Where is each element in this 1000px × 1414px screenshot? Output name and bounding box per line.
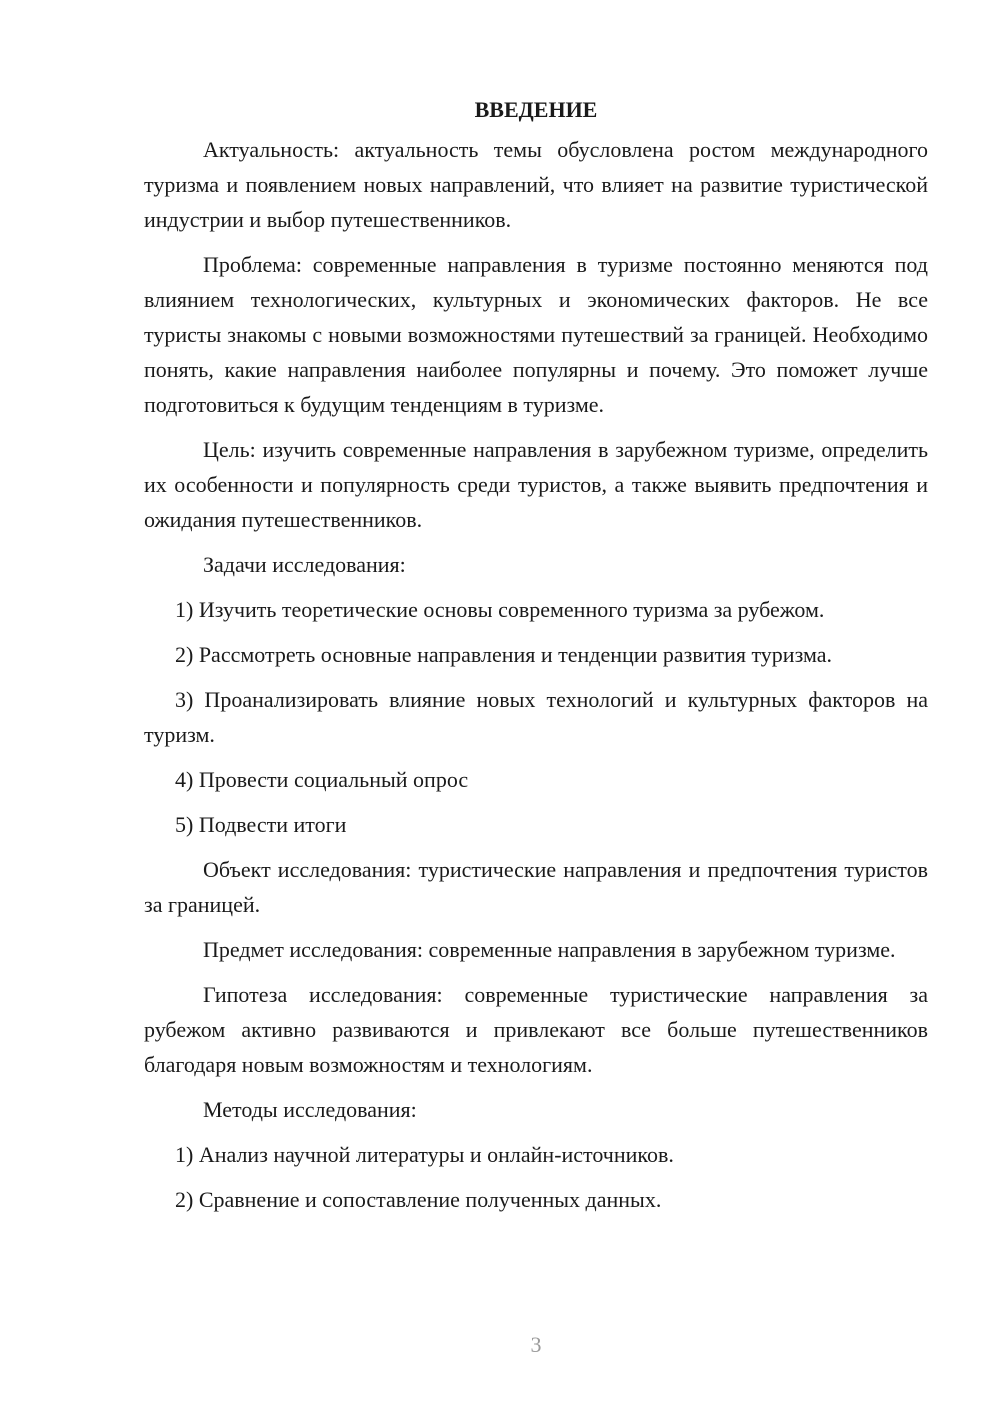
task-item-3: 3) Проанализировать влияние новых технологий и культурных факторов на туризм. [144,687,928,747]
page-title: ВВЕДЕНИЕ [474,97,598,122]
document-page [144,92,928,1227]
task-item-2: 2) Рассмотреть основные направления и тенденции развития туризма. [175,642,832,667]
task-item-1: 1) Изучить теоретические основы современного туризма за рубежом. [175,597,825,622]
method-item-1: 1) Анализ научной литературы и онлайн-источников. [175,1142,674,1167]
relevance-paragraph: Актуальность: актуальность темы обусловлена ростом международного туризма и появлением новых направлений, что влияет на развитие туристической индустрии и выбор путешественников. [144,137,928,232]
hypothesis-paragraph: Гипотеза исследования: современные туристические направления за рубежом активно развиваются и привлекают все больше путешественников благодаря новым возможностям и технологиям. [144,982,928,1077]
task-item-4: 4) Провести социальный опрос [175,767,469,792]
object-paragraph: Объект исследования: туристические направления и предпочтения туристов за границей. [144,857,928,917]
task-item-5: 5) Подвести итоги [175,812,347,837]
methods-list [144,1137,928,1217]
tasks-list [144,592,928,842]
method-item-2: 2) Сравнение и сопоставление полученных данных. [175,1187,662,1212]
goal-paragraph: Цель: изучить современные направления в зарубежном туризме, определить их особенности и популярность среди туристов, а также выявить предпочтения и ожидания путешественников. [144,437,928,532]
tasks-heading: Задачи исследования: [203,552,406,577]
subject-paragraph: Предмет исследования: современные направления в зарубежном туризме. [203,937,896,962]
problem-paragraph: Проблема: современные направления в туризме постоянно меняются под влиянием технологических, культурных и экономических факторов. Не все туристы знакомы с новыми возможностями путешествий за границей. Необходимо понять, какие направления наиболее популярны и почему. Это поможет лучше подготовиться к будущим тенденциям в туризме. [144,252,928,417]
methods-heading: Методы исследования: [203,1097,417,1122]
page-number: 3 [530,1332,542,1357]
